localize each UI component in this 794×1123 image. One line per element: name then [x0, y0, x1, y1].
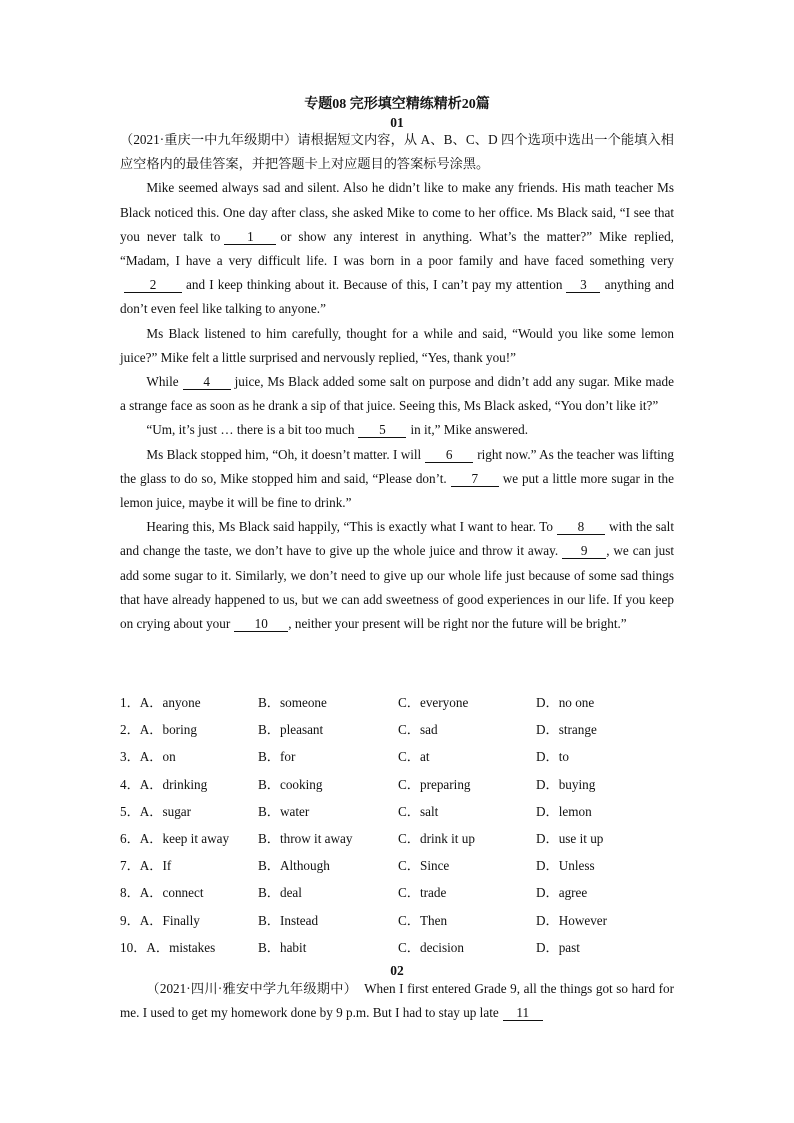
- option-row: [120, 907, 680, 934]
- option-d: D．no one: [536, 695, 595, 710]
- option-c: C．preparing: [398, 776, 471, 792]
- option-d: D．use it up: [536, 830, 604, 846]
- option-row: [120, 879, 680, 906]
- option-b: B．for: [258, 749, 296, 765]
- option-row: [120, 771, 680, 798]
- option-a: 1．A．anyone: [120, 695, 201, 710]
- blank-6: 6: [425, 448, 473, 463]
- option-d: D．However: [536, 912, 608, 928]
- blank-3: 3: [566, 278, 600, 293]
- option-d: D．to: [536, 749, 569, 765]
- blank-11: 11: [503, 1006, 543, 1021]
- option-a: 7．A．If: [120, 858, 172, 874]
- option-row: [120, 934, 680, 961]
- option-b: B．someone: [258, 695, 327, 710]
- paragraph-1: Mike seemed always sad and silent. Also he didn’t like to make any friends. His math teacher Ms Black noticed this. One day after class, she asked Mike to come to her office. Ms Black said, “I see that you never talk to 1 or show any interest in anything. What’s the matter?” Mike replied, “Madam, I have a very difficult life. I was born in a poor family and have faced something very2 and I keep thinking about it. Because of this, I can’t pay my attention 3 anything and don’t even feel like talking to anyone.”: [120, 180, 674, 317]
- blank-1: 1: [224, 230, 276, 245]
- option-row: [120, 852, 680, 879]
- option-c: C．trade: [398, 885, 447, 901]
- paragraph-2: Ms Black listened to him carefully, thought for a while and said, “Would you like some lemon juice?” Mike felt a little surprised and nervously replied, “Yes, thank you!”: [120, 325, 674, 365]
- option-b: B．throw it away: [258, 830, 353, 846]
- blank-10: 10: [234, 617, 288, 632]
- blank-8: 8: [557, 520, 605, 535]
- option-b: B．pleasant: [258, 722, 324, 738]
- option-row: [120, 743, 680, 770]
- option-b: B．Instead: [258, 912, 319, 928]
- option-row: [120, 689, 680, 716]
- answer-options: [120, 689, 680, 961]
- paragraph-7: （2021·四川·雅安中学九年级期中） When I first entered Grade 9, all the things got so hard for me. I used to get my homework done by 9 p.m. But I had to stay up late 11: [120, 981, 674, 1021]
- blank-9: 9: [562, 544, 606, 559]
- option-b: B．habit: [258, 939, 307, 955]
- section-02-text: [120, 977, 674, 1025]
- option-row: [120, 798, 680, 825]
- option-d: D．Unless: [536, 858, 595, 874]
- option-a: 4．A．drinking: [120, 776, 208, 792]
- option-a: 3．A．on: [120, 749, 176, 765]
- option-a: 6．A．keep it away: [120, 830, 230, 846]
- option-d: D．lemon: [536, 803, 592, 819]
- option-a: 10．A．mistakes: [120, 939, 216, 955]
- option-d: D．strange: [536, 722, 597, 738]
- option-c: C．decision: [398, 939, 464, 955]
- option-b: B．cooking: [258, 776, 323, 792]
- blank-7: 7: [451, 472, 499, 487]
- blank-2: 2: [124, 278, 182, 293]
- option-a: 5．A．sugar: [120, 803, 192, 819]
- section-number-01: 01: [390, 115, 404, 130]
- option-row: [120, 825, 680, 852]
- option-row: [120, 716, 680, 743]
- option-c: C．sad: [398, 722, 438, 738]
- option-d: D．buying: [536, 776, 596, 792]
- blank-4: 4: [183, 375, 231, 390]
- option-a: 9．A．Finally: [120, 912, 200, 928]
- option-c: C．Since: [398, 858, 450, 874]
- instructions: （2021·重庆一中九年级期中）请根据短文内容，从 A、B、C、D 四个选项中选出一个能填入相应空格内的最佳答案，并把答题卡上对应题目的答案标号涂黑。: [120, 132, 674, 172]
- option-c: C．at: [398, 749, 430, 765]
- option-a: 8．A．connect: [120, 885, 204, 901]
- paragraph-5: Ms Black stopped him, “Oh, it doesn’t matter. I will 6 right now.” As the teacher was lifting the glass to do so, Mike stopped him and said, “Please don’t. 7 we put a little more sugar in the lemon juice, maybe it will be fine to drink.”: [120, 446, 674, 511]
- section-number-02: 02: [390, 963, 404, 978]
- document-title: 专题08 完形填空精练精析20篇: [304, 97, 490, 112]
- option-b: B．Although: [258, 858, 330, 874]
- option-c: C．drink it up: [398, 830, 475, 846]
- option-c: C．salt: [398, 803, 439, 819]
- option-c: C．Then: [398, 912, 448, 928]
- paragraph-6: Hearing this, Ms Black said happily, “This is exactly what I want to hear. To 8 with the salt and change the taste, we don’t have to give up the whole juice and throw it away. 9 , we can just add some sugar to it. Similarly, we don’t need to give up our whole life just because of some sad things that have already happened to us, but we can add sweetness of good experiences in our life. If you keep on crying about your 10 , neither your present will be right nor the future will be bright.”: [120, 519, 674, 632]
- paragraph-3: While 4 juice, Ms Black added some salt on purpose and didn’t add any sugar. Mike made a strange face as soon as he drank a sip of that juice. Seeing this, Ms Black asked, “You don’t like it?”: [120, 374, 674, 414]
- option-b: B．water: [258, 803, 310, 819]
- blank-5: 5: [358, 423, 406, 438]
- option-d: D．past: [536, 939, 580, 955]
- section-01-text: [120, 128, 674, 636]
- option-d: D．agree: [536, 885, 588, 901]
- paragraph-4: “Um, it’s just … there is a bit too much 5 in it,” Mike answered.: [146, 422, 528, 438]
- option-c: C．everyone: [398, 695, 469, 710]
- option-a: 2．A．boring: [120, 722, 197, 738]
- option-b: B．deal: [258, 885, 302, 901]
